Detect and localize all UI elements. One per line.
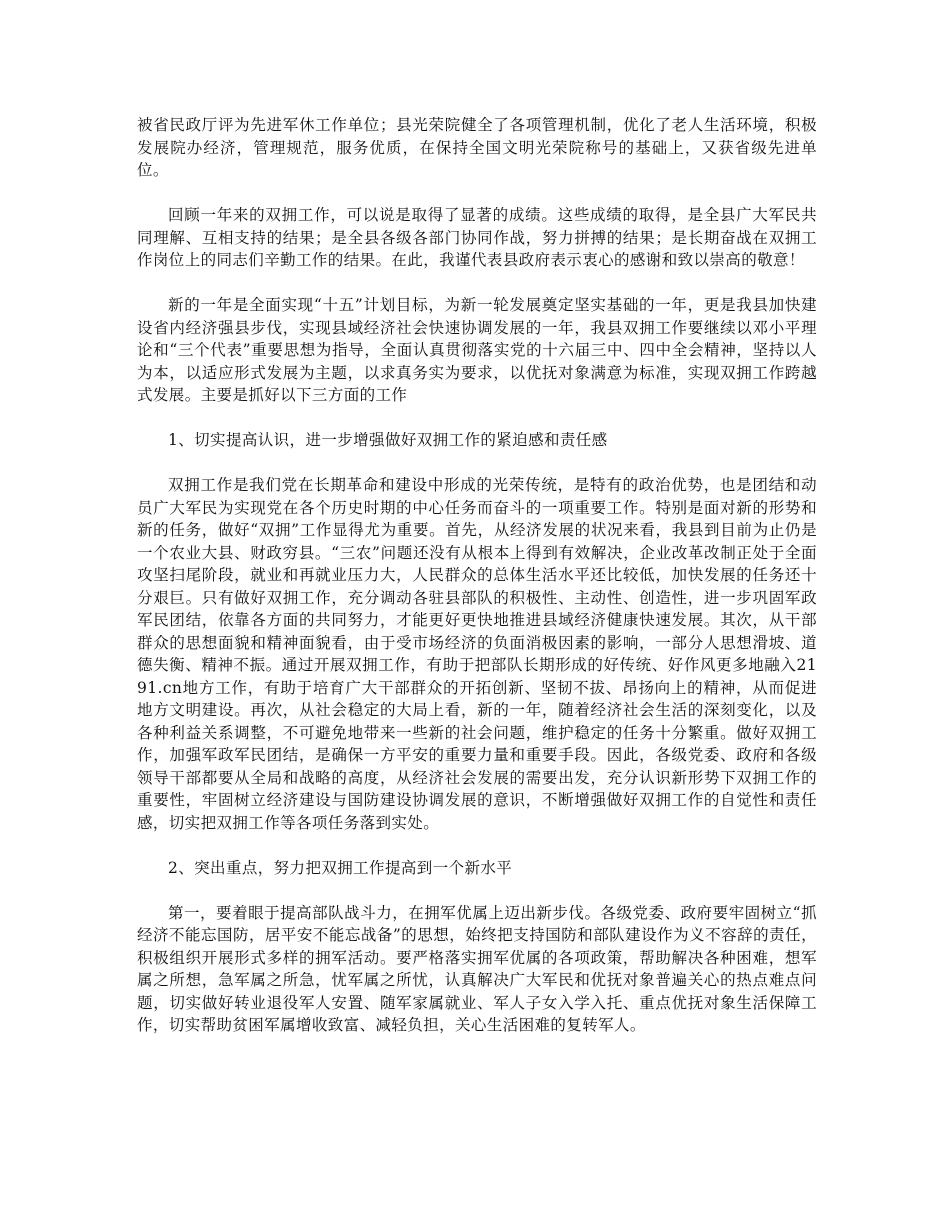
paragraph-awareness: 双拥工作是我们党在长期革命和建设中形成的光荣传统，是特有的政治优势，也是团结和动员广大军民为实现党在各个历史时期的中心任务而奋斗的一项重要工作。特别是面对新的形势和新的任务，做好“双拥”工作显得尤为重要。首先，从经济发展的状况来看，我县到目前为止仍是一个农业大县、财政穷县。“三农”问题还没有从根本上得到有效解决，企业改革改制正处于全面攻坚扫尾阶段，就业和再就业压力大，人民群众的总体生活水平还比较低，加快发展的任务还十分艰巨。只有做好双拥工作，充分调动各驻县部队的积极性、主动性、创造性，进一步巩固军政军民团结，依靠各方面的共同努力，才能更好更快地推进县域经济健康快速发展。其次，从干部群众的思想面貌和精神面貌看，由于受市场经济的负面消极因素的影响，一部分人思想滑坡、道德失衡、精神不振。通过开展双拥工作，有助于把部队长期形成的好传统、好作风更多地融入2191.cn地方工作，有助于培育广大干部群众的开拓创新、坚韧不拔、昂扬向上的精神，从而促进地方文明建设。再次，从社会稳定的大局上看，新的一年，随着经济社会生活的深刻变化，以及各种利益关系调整，不可避免地带来一些新的社会问题，维护稳定的任务十分繁重。做好双拥工作，加强军政军民团结，是确保一方平安的重要力量和重要手段。因此，各级党委、政府和各级领导干部都要从全局和战略的高度，从经济社会发展的需要出发，充分认识新形势下双拥工作的重要性，牢固树立经济建设与国防建设协调发展的意识，不断增强做好双拥工作的自觉性和责任感，切实把双拥工作等各项任务落到实处。 (137, 476, 817, 832)
paragraph-new-year: 新的一年是全面实现“十五”计划目标，为新一轮发展奠定坚实基础的一年，更是我县加快建设省内经济强县步伐，实现县域经济社会快速协调发展的一年，我县双拥工作要继续以邓小平理论和“三个代表”重要思想为指导，全面认真贯彻落实党的十六届三中、四中全会精神，坚持以人为本，以适应形式发展为主题，以求真务实为要求，以优抚对象满意为标准，实现双拥工作跨越式发展。主要是抓好以下三方面的工作 (137, 296, 817, 404)
section-heading-1: 1、切实提高认识，进一步增强做好双拥工作的紧迫感和责任感 (168, 431, 608, 449)
section-heading-2: 2、突出重点，努力把双拥工作提高到一个新水平 (168, 858, 513, 877)
document-page (137, 114, 817, 1059)
paragraph-review: 回顾一年来的双拥工作，可以说是取得了显著的成绩。这些成绩的取得，是全县广大军民共同理解、互相支持的结果；是全县各级各部门协同作战，努力拼搏的结果；是长期奋战在双拥工作岗位上的同志们辛勤工作的结果。在此，我谨代表县政府表示衷心的感谢和致以崇高的敬意！ (137, 206, 817, 269)
paragraph-honors: 被省民政厅评为先进军休工作单位；县光荣院健全了各项管理机制，优化了老人生活环境，积极发展院办经济，管理规范，服务优质，在保持全国文明光荣院称号的基础上，又获省级先进单位。 (137, 116, 817, 179)
paragraph-first-point: 第一，要着眼于提高部队战斗力，在拥军优属上迈出新步伐。各级党委、政府要牢固树立“抓经济不能忘国防，居平安不能忘战备”的思想，始终把支持国防和部队建设作为义不容辞的责任，积极组织开展形式多样的拥军活动。要严格落实拥军优属的各项政策，帮助解决各种困难，想军属之所想，急军属之所急，忧军属之所忧，认真解决广大军民和优抚对象普遍关心的热点难点问题，切实做好转业退役军人安置、随军家属就业、军人子女入学入托、重点优抚对象生活保障工作，切实帮助贫困军属增收致富、减轻负担，关心生活困难的复转军人。 (137, 903, 817, 1034)
